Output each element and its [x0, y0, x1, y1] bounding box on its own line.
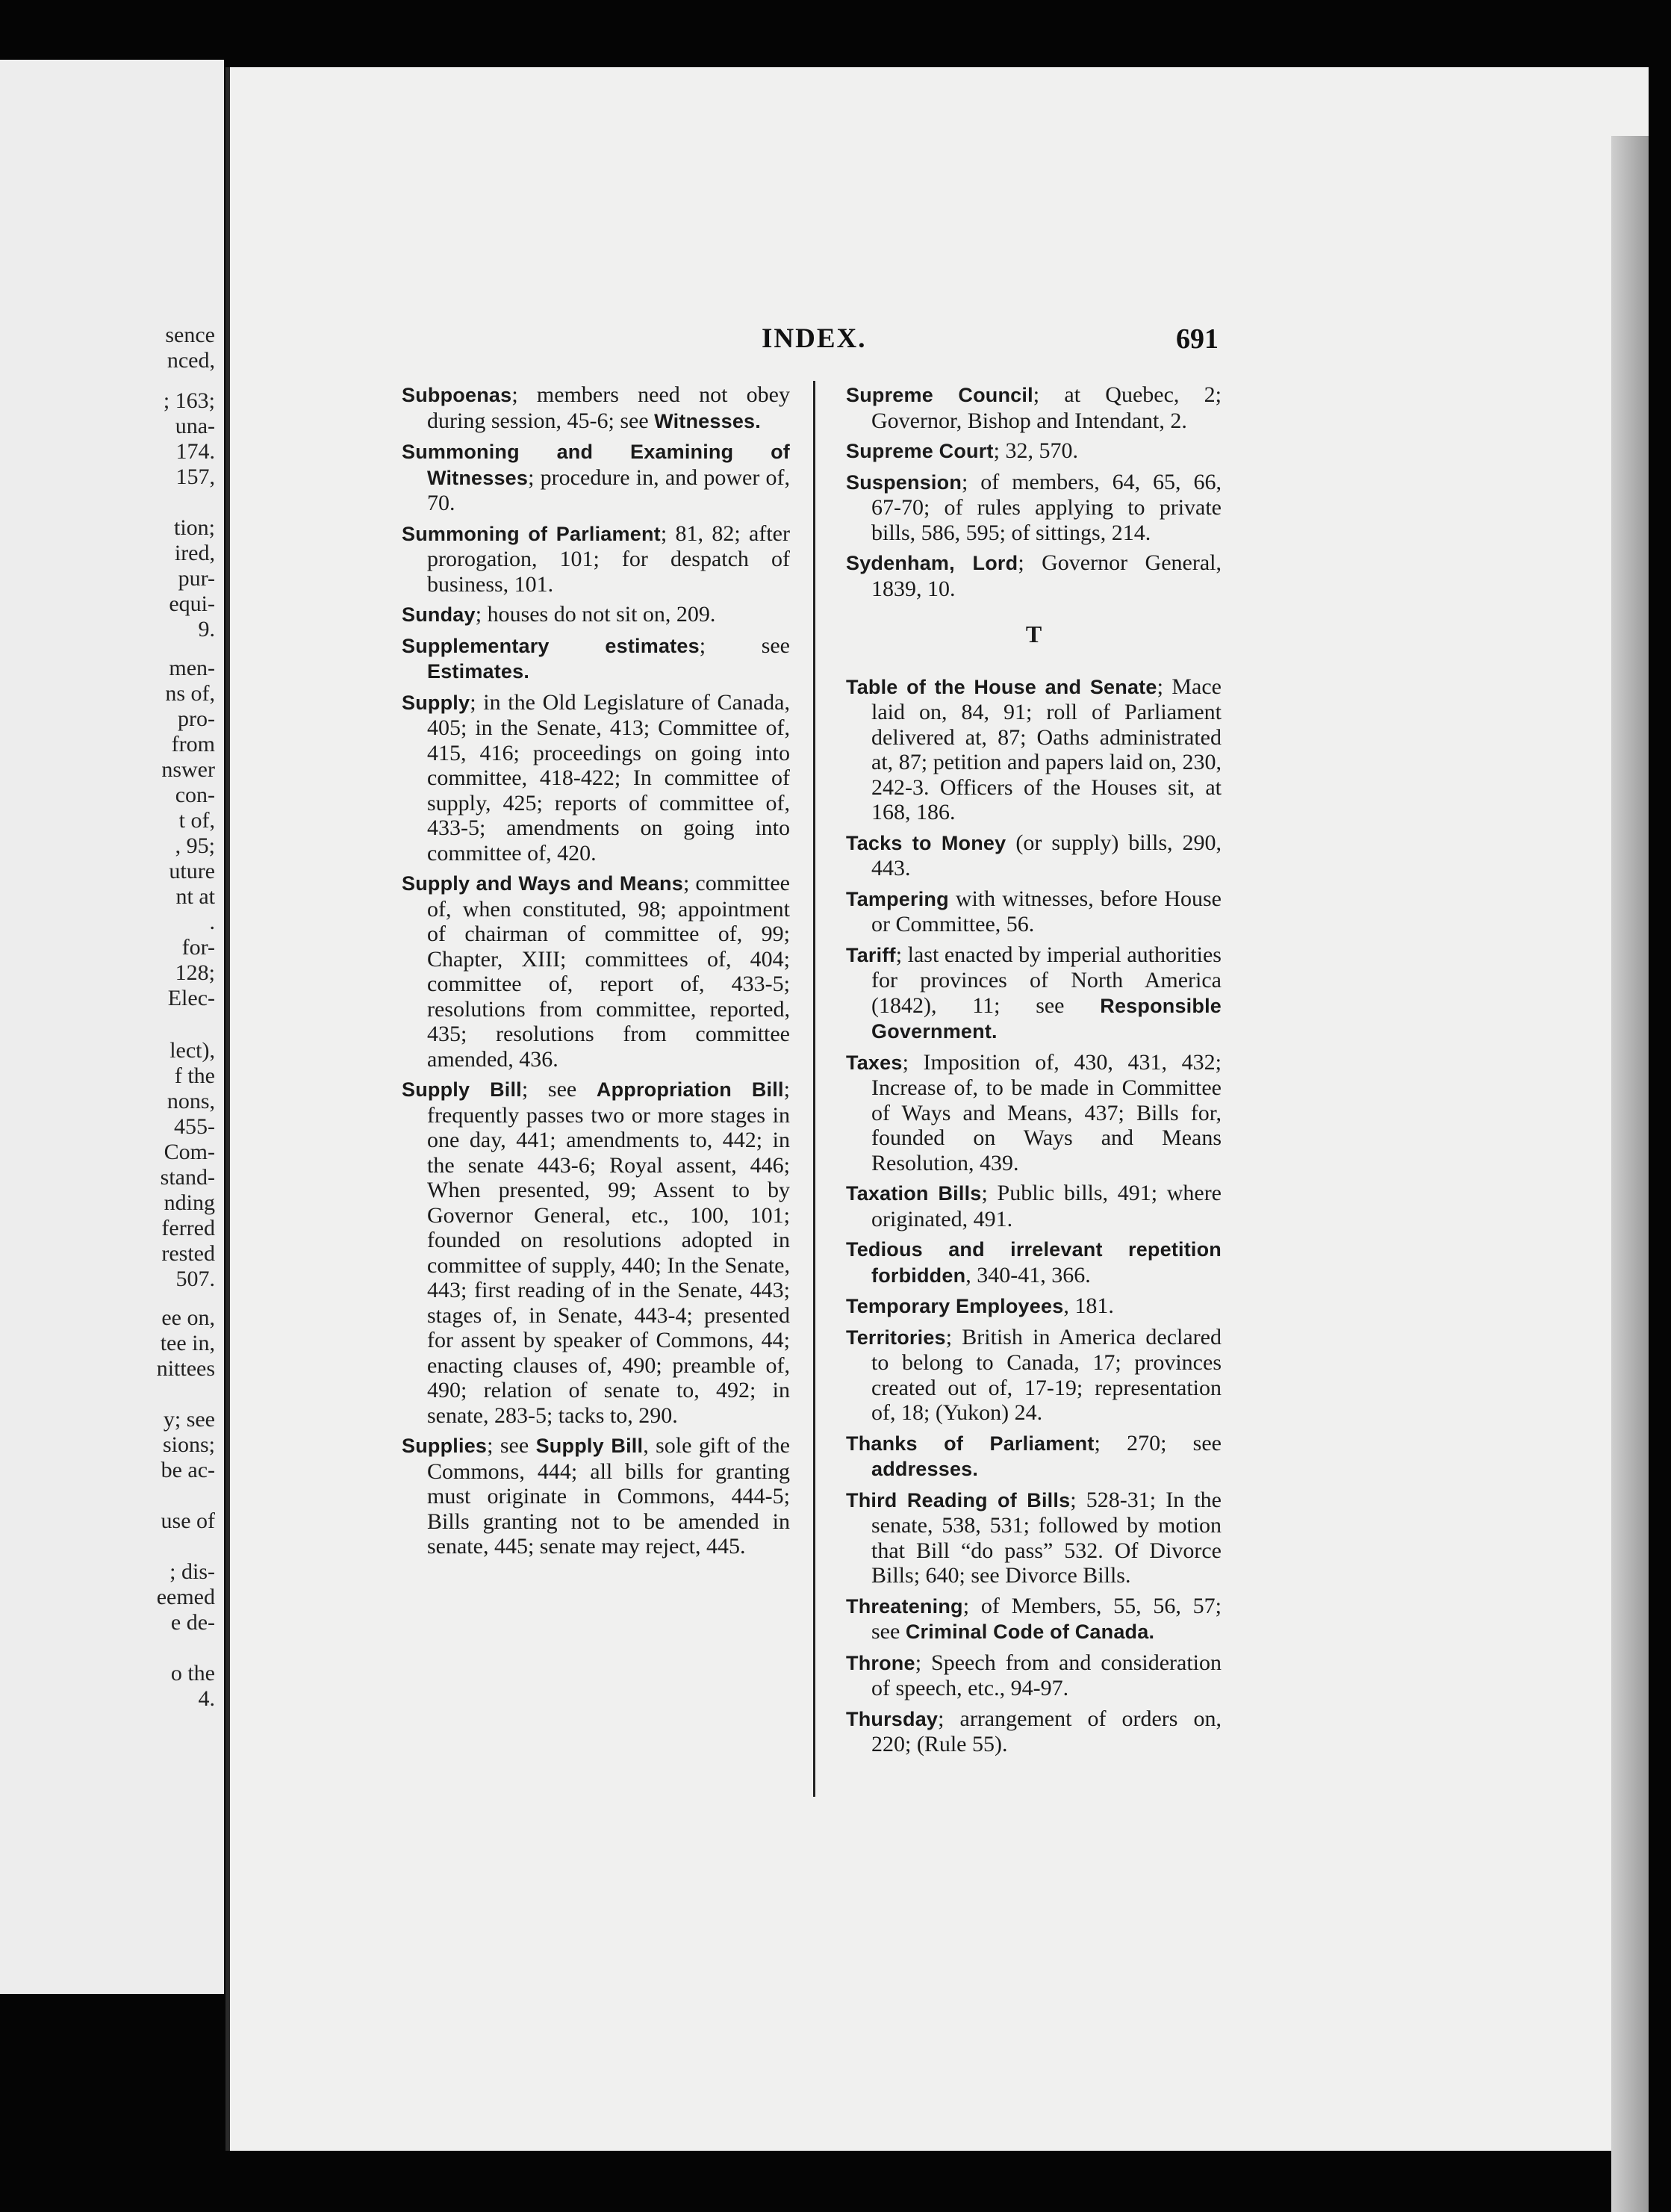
index-entry: [846, 1237, 1222, 1288]
entry-heading: Third Reading of Bills: [846, 1488, 1071, 1512]
previous-page-text-fragment: y; see: [163, 1407, 215, 1432]
entry-heading: Tacks to Money: [846, 831, 1006, 854]
previous-page-text-fragment: t of,: [178, 808, 215, 833]
entry-cross-reference: Estimates.: [427, 660, 530, 683]
index-entry: [846, 886, 1222, 937]
entry-heading: Taxes: [846, 1051, 903, 1074]
previous-page-text-fragment: nswer: [161, 757, 215, 782]
entry-heading: Territories: [846, 1326, 946, 1349]
entry-heading: Supply: [402, 691, 470, 714]
previous-page-text-fragment: nons,: [167, 1089, 215, 1113]
entry-text: ; Speech from and consideration of speech, etc., 94-97.: [871, 1650, 1222, 1700]
previous-page-text-fragment: equi-: [169, 591, 215, 616]
previous-page-text-fragment: 507.: [175, 1267, 215, 1291]
index-entry: [402, 690, 790, 866]
previous-page-text-fragment: eemed: [156, 1585, 215, 1609]
entry-heading: Suspension: [846, 470, 962, 494]
entry-heading: Table of the House and Senate: [846, 675, 1157, 698]
entry-text: ; Public bills, 491; where originated, 491.: [871, 1181, 1222, 1231]
previous-page-text-fragment: ; 163;: [163, 388, 215, 413]
previous-page-text-fragment: 174.: [175, 439, 215, 464]
page-header: [0, 323, 1671, 360]
right-column-s-entries: [846, 382, 1222, 601]
entry-text: ; Imposition of, 430, 431, 432; Increase of, to be made in Committee of Ways and Means, 437; Bills for, founded on Ways and Means Resolution, 439.: [871, 1049, 1222, 1175]
entry-heading: Subpoenas: [402, 384, 512, 406]
entry-text: , sole gift of the Commons, 444; all bills for granting must originate in Commons, 444-5; Bills granting not to be amended in senate, 445; senate may reject, 445.: [427, 1433, 790, 1559]
previous-page-text-fragment: nced,: [167, 348, 215, 373]
column-divider: [813, 381, 815, 1797]
index-entry: [846, 942, 1222, 1045]
entry-heading: Supply and Ways and Means: [402, 872, 683, 895]
index-entry: [846, 550, 1222, 601]
right-column-t-entries: [846, 674, 1222, 1757]
entry-heading: Tedious and irrelevant repetition forbidden: [846, 1238, 1222, 1287]
previous-page-text-fragment: pro-: [178, 706, 215, 731]
index-entry: [846, 1050, 1222, 1176]
index-entry: [846, 674, 1222, 825]
previous-page-text-fragment: ; dis-: [169, 1559, 215, 1584]
index-entry: [402, 633, 790, 685]
previous-page-text-fragment: 128;: [175, 960, 215, 985]
entry-text: ; 270; see: [1094, 1430, 1222, 1455]
previous-page-text-fragment: nding: [164, 1190, 215, 1215]
left-column: [402, 382, 790, 1565]
entry-text: ; of Members, 55, 56, 57; see: [871, 1593, 1222, 1644]
right-column: [846, 382, 1222, 1762]
entry-heading: Supreme Council: [846, 384, 1033, 406]
previous-page-text-fragment: e de-: [170, 1610, 215, 1635]
index-entry: [402, 602, 790, 628]
entry-text: ; Mace laid on, 84, 91; roll of Parliament delivered at, 87; Oaths administrated at, 87; petition and papers laid on, 230, 242-3. Officers of the Houses sit, at 168, 186.: [871, 674, 1222, 824]
entry-text: ; at Quebec, 2; Governor, Bishop and Intendant, 2.: [871, 382, 1222, 433]
entry-text: ; houses do not sit on, 209.: [475, 602, 716, 627]
index-entry: [846, 1293, 1222, 1320]
entry-text: ; in the Old Legislature of Canada, 405; in the Senate, 413; Committee of, 415, 416; proceedings on going into committee, 418-422; In committee of supply, 425; reports of committee of, 433-5; amendments on going into committee of, 420.: [427, 689, 790, 866]
previous-page-text-fragment: pur-: [178, 566, 215, 591]
previous-page-text-fragment: nt at: [175, 884, 215, 909]
previous-page-text-fragment: 4.: [198, 1686, 215, 1711]
entry-text: ; see: [521, 1077, 597, 1102]
previous-page-text-fragment: rested: [161, 1241, 215, 1266]
entry-heading: Thanks of Parliament: [846, 1432, 1095, 1455]
previous-page-text-fragment: men-: [169, 656, 215, 680]
entry-heading: Summoning and Examining of Witnesses: [402, 441, 790, 489]
previous-page-text-fragment: tee in,: [160, 1331, 215, 1355]
entry-text: ; arrangement of orders on, 220; (Rule 55).: [871, 1706, 1222, 1756]
index-entry: [846, 470, 1222, 546]
index-entry: [402, 521, 790, 597]
entry-text: ; committee of, when constituted, 98; appointment of chairman of committee of, 99; Chapter, XIII; committees of, 404; committee of, report of, 433-5; resolutions from committee, reported, 435; resolutions from committee amended, 436.: [427, 871, 790, 1072]
previous-page-text-fragment: 455-: [174, 1114, 215, 1139]
entry-heading: Summoning of Parliament: [402, 522, 661, 545]
entry-text: ; frequently passes two or more stages in one day, 441; amendments to, 442; in the senate 443-6; Royal assent, 446; When presented, 99; Assent to by Governor General, etc., 100, 101; founded on resolutions adopted in committee of supply, 440; In the Senate, 443; first reading of in the Senate, 443; stages of, in Senate, 443-4; presented for assent by speaker of Commons, 44; enacting clauses of, 490; preamble of, 490; relation of senate to, 492; in senate, 283-5; tacks to, 290.: [427, 1077, 790, 1428]
previous-page-text-fragment: Elec-: [167, 986, 215, 1010]
previous-page-text-fragment: tion;: [173, 515, 215, 540]
previous-page-text-fragment: uture: [169, 859, 215, 883]
entry-text: ; members need not obey during session, 45-6; see: [427, 382, 790, 433]
index-entry: [846, 1325, 1222, 1426]
entry-text: ; see: [487, 1433, 536, 1458]
entry-heading: Threatening: [846, 1594, 963, 1618]
previous-page-text-fragment: ns of,: [165, 681, 215, 706]
previous-page-text-fragment: lect),: [169, 1038, 215, 1063]
previous-page-text-fragment: stand-: [160, 1165, 215, 1190]
previous-page-text-fragment: sions;: [162, 1432, 215, 1457]
previous-page-text-fragment: 157,: [175, 465, 215, 489]
previous-page-text-fragment: be ac-: [161, 1458, 215, 1482]
entry-cross-reference: Criminal Code of Canada.: [905, 1621, 1155, 1643]
entry-heading: Supreme Court: [846, 440, 994, 462]
previous-page-text-fragment: .: [209, 910, 215, 934]
entry-text: , 181.: [1063, 1293, 1114, 1318]
index-entry: [846, 1594, 1222, 1645]
previous-page-text-fragment: from: [171, 732, 215, 757]
previous-page-text-fragment: Com-: [164, 1140, 215, 1164]
page-number: 691: [1176, 323, 1219, 355]
section-letter: T: [1025, 621, 1042, 647]
entry-heading: Temporary Employees: [846, 1295, 1064, 1317]
entry-heading: Supply Bill: [402, 1078, 522, 1101]
index-entry: [846, 1650, 1222, 1701]
entry-text: ; procedure in, and power of, 70.: [427, 465, 790, 515]
index-entry: [846, 438, 1222, 465]
entry-cross-reference: Supply Bill: [535, 1435, 644, 1457]
entry-text: ; 81, 82; after prorogation, 101; for despatch of business, 101.: [427, 521, 790, 597]
entry-text: ; 528-31; In the senate, 538, 531; followed by motion that Bill “do pass” 532. Of Divorce Bills; 640; see Divorce Bills.: [871, 1487, 1222, 1588]
entry-text: , 340-41, 366.: [965, 1262, 1091, 1287]
index-entry: [846, 382, 1222, 433]
entry-text: ; last enacted by imperial authorities for provinces of North America (1842), 11; see: [871, 942, 1222, 1018]
previous-page-text-fragment: for-: [181, 935, 215, 960]
previous-page-text-fragment: ferred: [161, 1216, 215, 1240]
entry-heading: Sydenham, Lord: [846, 552, 1018, 574]
entry-text: ; see: [699, 633, 790, 658]
entry-text: ; British in America declared to belong to Canada, 17; provinces created out of, 17-19; representation of, 18; (Yukon) 24.: [871, 1324, 1222, 1425]
index-entry: [402, 871, 790, 1072]
index-entry: [846, 1431, 1222, 1482]
index-entry: [402, 1077, 790, 1428]
entry-heading: Sunday: [402, 603, 476, 626]
entry-text: with witnesses, before House or Committee, 56.: [871, 886, 1222, 936]
entry-cross-reference: Appropriation Bill: [596, 1078, 784, 1101]
index-entry: [846, 1488, 1222, 1588]
previous-page-text-fragment: nittees: [156, 1356, 215, 1381]
index-entry: [846, 830, 1222, 881]
previous-page-text-fragment: 9.: [198, 617, 215, 641]
previous-page-text-fragment: use of: [161, 1509, 215, 1533]
entry-heading: Tampering: [846, 887, 949, 910]
previous-page-text-fragment: con-: [175, 783, 215, 807]
page-edge-shadow: [1611, 136, 1649, 2212]
previous-page-text-fragment: , 95;: [175, 833, 215, 858]
entry-heading: Tariff: [846, 943, 896, 966]
previous-page-text-fragment: sence: [165, 323, 215, 347]
index-entry: [402, 1433, 790, 1559]
entry-cross-reference: Responsible Government.: [871, 994, 1222, 1043]
previous-page-text-fragment: ee on,: [161, 1305, 215, 1330]
index-entry: [402, 382, 790, 434]
previous-page-text-fragment: ired,: [174, 541, 215, 565]
entry-cross-reference: Witnesses.: [654, 409, 761, 432]
entry-text: (or supply) bills, 290, 443.: [871, 830, 1222, 880]
entry-heading: Thursday: [846, 1707, 939, 1730]
entry-heading: Supplementary estimates: [402, 634, 700, 657]
previous-page-text-fragment: f the: [174, 1063, 215, 1088]
entry-heading: Supplies: [402, 1435, 488, 1457]
previous-page-text-fragment: una-: [175, 414, 215, 438]
index-entry: [846, 1181, 1222, 1231]
entry-cross-reference: addresses.: [871, 1458, 979, 1480]
running-head: INDEX.: [762, 323, 867, 354]
previous-page-text-fragment: o the: [170, 1661, 215, 1686]
index-entry: [846, 1706, 1222, 1757]
entry-text: ; Governor General, 1839, 10.: [871, 550, 1222, 601]
entry-heading: Throne: [846, 1651, 915, 1674]
entry-text: ; 32, 570.: [993, 438, 1078, 463]
entry-heading: Taxation Bills: [846, 1182, 982, 1205]
index-entry: [402, 439, 790, 516]
entry-text: ; of members, 64, 65, 66, 67-70; of rules applying to private bills, 586, 595; of sittings, 214.: [871, 469, 1222, 545]
